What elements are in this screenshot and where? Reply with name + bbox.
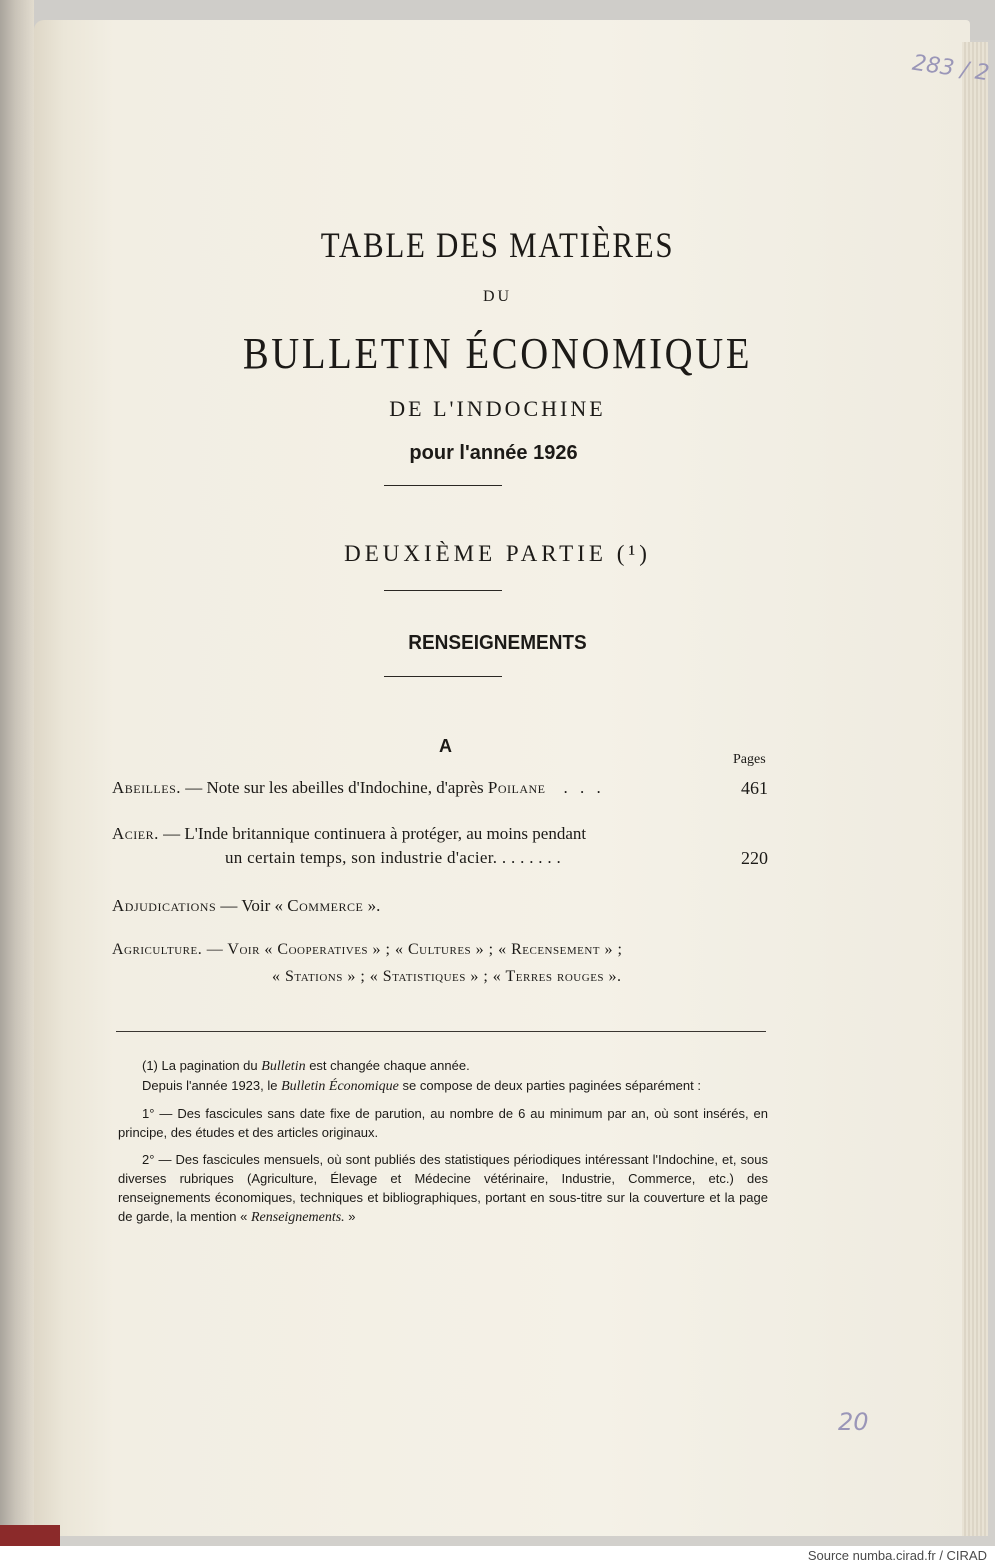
pages-column-header: Pages: [733, 752, 766, 767]
footnote: [118, 1056, 768, 1227]
footnote-p1: (1) La pagination du Bulletin est changée chaque année.: [142, 1058, 470, 1074]
entry-ref: Commerce: [287, 896, 364, 915]
divider: [384, 590, 502, 591]
leader-dots: . . .: [563, 778, 605, 797]
divider: [384, 676, 502, 677]
entry-term: Acier.: [112, 824, 159, 843]
entry-term: Adjudications: [112, 896, 217, 915]
title-line1: TABLE DES MATIÈRES: [320, 225, 675, 265]
entry-term: Agriculture.: [112, 941, 203, 958]
letter-heading: A: [439, 736, 452, 756]
section-heading: RENSEIGNEMENTS: [408, 632, 587, 654]
footnote-p4: 2° — Des fascicules mensuels, où sont publiés des statistiques périodiques intéressant l'Indochine, et, sous diverses rubriques (Agriculture, Élevage et Médecine vétérinaire, Industrie, Commerce, etc.) des renseignements économiques, techniques et bibliographiques, portant en sous-titre sur la couverture et la page de garde, la mention « Renseignements. »: [118, 1152, 768, 1225]
footnote-p3: 1° — Des fascicules sans date fixe de parution, au nombre de 6 au minimum par an, où sont insérés, en principe, des études et des articles originaux.: [118, 1106, 768, 1140]
cover-binding: [0, 1525, 60, 1546]
book-cover-edge: [0, 0, 34, 1546]
part-heading: DEUXIÈME PARTIE (¹): [344, 541, 651, 566]
entry-term: Abeilles.: [112, 778, 182, 797]
entry-text: — Voir «: [216, 896, 288, 915]
footnote-p2: Depuis l'année 1923, le Bulletin Économique se compose de deux parties paginées séparément :: [142, 1078, 701, 1094]
page-stack-edges: [962, 42, 988, 1536]
entry-text: — Note sur les abeilles d'Indochine, d'après: [181, 778, 488, 797]
index-entry: [112, 824, 586, 844]
footnote-separator: [116, 1031, 766, 1032]
pencil-annotation-top: 283 / 2: [910, 50, 991, 87]
entry-page: 220: [741, 848, 768, 868]
title-year: pour l'année 1926: [409, 442, 578, 464]
index-entry: [112, 778, 605, 798]
index-entry: [112, 941, 622, 959]
entry-text-end: ».: [363, 896, 381, 915]
title-du: DU: [482, 288, 513, 305]
pencil-annotation-bottom: 20: [838, 1408, 869, 1436]
divider: [384, 485, 502, 486]
entry-page: 461: [741, 778, 768, 798]
entry-continuation: un certain temps, son industrie d'acier. . . . . . . .: [225, 848, 562, 867]
source-credit: Source numba.cirad.fr / CIRAD: [807, 1548, 987, 1563]
entry-continuation: « Stations » ; « Statistiques » ; « Terres rouges ».: [272, 968, 622, 985]
entry-text: — Voir « Cooperatives » ; « Cultures » ; « Recensement » ;: [202, 941, 623, 958]
entry-text: — L'Inde britannique continuera à protéger, au moins pendant: [158, 824, 587, 843]
title-main: BULLETIN ÉCONOMIQUE: [242, 329, 753, 378]
entry-author: Poilane: [487, 778, 546, 797]
title-sub: DE L'INDOCHINE: [389, 396, 606, 421]
index-entry: [112, 896, 380, 916]
